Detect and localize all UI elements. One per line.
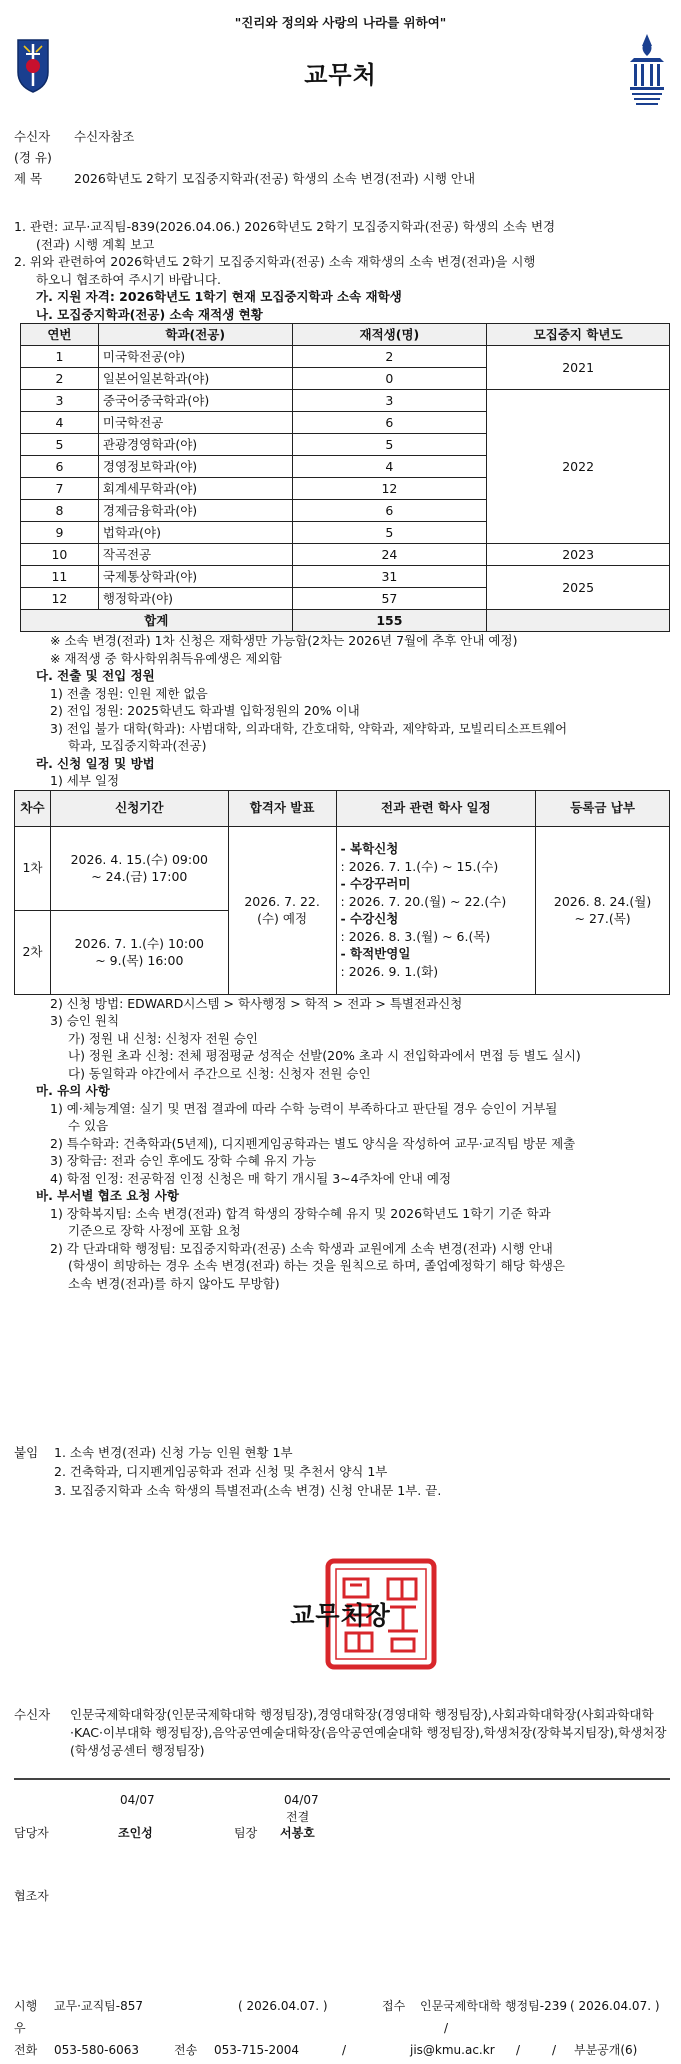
recipient-value: 수신자참조 [74,129,135,144]
row-count: 4 [292,456,487,478]
email-value[interactable]: jis@kmu.ac.kr [410,2043,495,2057]
subject-row [14,168,664,189]
recipient-label: 수신자 [14,129,51,144]
round-2: 2차 [15,910,51,994]
row-dept: 회계세무학과(야) [98,478,292,500]
section-ra-title: 라. 신청 일정 및 방법 [36,755,155,771]
row-count: 5 [292,522,487,544]
signatory-title: 교무처장 [290,1601,391,1630]
row-dept: 작곡전공 [98,544,292,566]
decision-date: 04/07 [284,1793,319,1807]
section-ma-item-1-cont: 수 있음 [68,1118,109,1133]
enforce-label: 시행 [14,1999,38,2013]
fax-label: 전송 [174,2043,198,2057]
recipients-list: 인문국제학대학장(인문국제학대학 행정팀장),경영대학장(경영대학 행정팀장),사회과학대학장(사회과학대학·KAC·이부대학 행정팀장),음악공연예술대학장(음악공연예술대학 행정팀장),학생처장(장학복지팀장),학생처장(학생성공센터 행정팀장) [70,1707,667,1758]
row-count: 2 [292,346,487,368]
principle-da: 다) 동일학과 야간에서 주간으로 신청: 신청자 전원 승인 [68,1065,371,1081]
section-ma-title: 마. 유의 사항 [36,1083,110,1098]
footer-contact-row [14,2039,674,2061]
round-1-period [50,826,228,910]
attachment-item: 2. 건축학과, 디지펜게임공학과 전과 신청 및 추천서 양식 1부 [54,1464,388,1479]
separator-slash: / [552,2043,557,2057]
row-count: 12 [292,478,487,500]
section-ba-item-2-cont2: 소속 변경(전과)를 하지 않아도 무방함) [68,1275,280,1291]
schedule-item-date: : 2026. 8. 3.(월) ~ 6.(목) [340,928,491,944]
paragraph-2-cont: 하오니 협조하여 주시기 바랍니다. [36,271,221,287]
table-row [21,544,670,566]
paragraph-1: 1. 관련: 교무·교직팀-839(2026.04.06.) 2026학년도 2학기 모집중지학과(전공) 학생의 소속 변경 [14,219,556,234]
section-ma-item-1: 1) 예·체능계열: 실기 및 면접 결과에 따라 수학 능력이 부족하다고 판단될 경우 승인이 거부될 [50,1100,558,1116]
enforce-value: 교무·교직팀-857 [54,1999,144,2013]
recipients-block [14,1706,670,1760]
postal-label: 우 [14,2021,26,2035]
section-da-item-3: 3) 전입 불가 대학(학과): 사범대학, 의과대학, 간호대학, 약학과, 제약학과, 모빌리티소프트웨어 [50,720,568,736]
tuition-end: ~ 27.(목) [574,911,631,926]
drafter-date: 04/07 [120,1793,155,1807]
row-year: 2022 [487,390,670,544]
attachment-3 [14,1481,664,1500]
row-no: 8 [21,500,99,522]
row-dept: 법학과(야) [98,522,292,544]
attachments [14,1443,664,1500]
row-no: 1 [21,346,99,368]
subject-label: 제 목 [14,171,43,186]
schedule-item-title: - 수강꾸러미 [340,876,411,891]
announce-date-b: (수) 예정 [257,911,308,926]
receive-value: 인문국제학대학 행정팀-239 [420,1999,567,2013]
row-count: 0 [292,368,487,390]
note-2: ※ 재적생 중 학사학위취득유예생은 제외함 [50,650,282,666]
section-da-item-2: 2) 전입 정원: 2025학년도 학과별 입학정원의 20% 이내 [50,703,360,718]
attachment-1 [14,1443,664,1462]
col-schedule: 전과 관련 학사 일정 [336,790,536,826]
row-dept: 경제금융학과(야) [98,500,292,522]
disclosure-value: 부분공개(6) [574,2043,638,2057]
document-body [14,218,670,1292]
row-count: 5 [292,434,487,456]
row-no: 2 [21,368,99,390]
document-footer [14,1995,674,2061]
col-announce: 합격자 발표 [228,790,336,826]
row-dept: 미국학전공(야) [98,346,292,368]
total-row [21,610,670,632]
enrollment-table [20,323,670,632]
row-dept: 행정학과(야) [98,588,292,610]
footer-postal-row [14,2017,674,2039]
schedule-item-date: : 2026. 7. 20.(월) ~ 22.(수) [340,893,507,909]
receive-label: 접수 [382,1999,406,2013]
period-start: 2026. 4. 15.(수) 09:00 [70,851,208,867]
note-1: ※ 소속 변경(전과) 1차 신청은 재학생만 가능함(2차는 2026년 7월에 추후 안내 예정) [50,633,518,648]
row-no: 4 [21,412,99,434]
schedule-item-title: - 복학신청 [340,841,399,856]
principle-na: 나) 정원 초과 신청: 전체 평점평균 성적순 선발(20% 초과 시 전입학과에서 면접 등 별도 실시) [68,1048,581,1063]
fax-value: 053-715-2004 [214,2043,300,2057]
period-end: ~ 9.(목) 16:00 [95,953,184,968]
attachment-item: 3. 모집중지학과 소속 학생의 특별전과(소속 변경) 신청 안내문 1부. 끝. [54,1483,442,1498]
row-no: 6 [21,456,99,478]
total-empty [487,610,670,632]
row-count: 57 [292,588,487,610]
row-dept: 중국어중국학과(야) [98,390,292,412]
team-head-label: 팀장 [234,1826,258,1840]
col-period: 신청기간 [50,790,228,826]
row-no: 5 [21,434,99,456]
row-year: 2021 [487,346,670,390]
schedule-item-date: : 2026. 9. 1.(화) [340,963,439,979]
announce-date-a: 2026. 7. 22. [244,893,320,909]
separator-slash: / [444,2021,449,2035]
phone-label: 전화 [14,2043,38,2057]
separator-slash: / [342,2043,347,2057]
via-row [14,147,664,168]
drafter-name: 조인성 [118,1826,153,1840]
total-value: 155 [292,610,487,632]
row-count: 6 [292,412,487,434]
section-ba-item-1: 1) 장학복지팀: 소속 변경(전과) 합격 학생의 장학수혜 유지 및 2026학년도 1학기 기준 학과 [50,1205,551,1221]
attachment-2 [14,1462,664,1481]
section-ba-item-2-cont: (학생이 희망하는 경우 소속 변경(전과) 하는 것을 원칙으로 하며, 졸업예정학기 해당 학생은 [68,1258,566,1273]
motto: "진리와 정의와 사랑의 나라를 위하여" [234,15,447,30]
section-ra-method: 2) 신청 방법: EDWARD시스템 > 학사행정 > 학적 > 전과 > 특별전과신청 [50,995,463,1011]
decision-name: 서봉호 [280,1826,315,1840]
schedule-table [14,790,670,995]
row-no: 3 [21,390,99,412]
attachment-item: 1. 소속 변경(전과) 신청 가능 인원 현황 1부 [54,1445,293,1460]
row-count: 3 [292,390,487,412]
paragraph-1-cont: (전과) 시행 계획 보고 [36,236,155,252]
total-label: 합계 [21,610,293,632]
period-start: 2026. 7. 1.(수) 10:00 [74,935,205,951]
section-ra-sub-1: 1) 세부 일정 [50,773,120,788]
section-na: 나. 모집중지학과(전공) 소속 재적생 현황 [36,306,263,322]
issuing-office-title: 교무처 [304,61,377,89]
row-dept: 미국학전공 [98,412,292,434]
section-ra-principle: 3) 승인 원칙 [50,1013,120,1028]
period-end: ~ 24.(금) 17:00 [91,869,188,884]
row-no: 11 [21,566,99,588]
attachment-label: 붙임 [14,1445,39,1460]
col-year: 모집중지 학년도 [487,324,670,346]
table-row [21,346,670,368]
row-no: 12 [21,588,99,610]
col-tuition: 등록금 납부 [536,790,670,826]
col-count: 재적생(명) [292,324,487,346]
recipient-row [14,126,664,147]
academic-schedule [336,826,536,994]
subject-value: 2026학년도 2학기 모집중지학과(전공) 학생의 소속 변경(전과) 시행 안내 [74,171,476,186]
section-da-title: 다. 전출 및 전입 정원 [36,668,155,683]
schedule-item-date: : 2026. 7. 1.(수) ~ 15.(수) [340,858,499,874]
round-2-period [50,910,228,994]
row-no: 10 [21,544,99,566]
paragraph-2: 2. 위와 관련하여 2026학년도 2학기 모집중지학과(전공) 소속 재학생의 소속 변경(전과)을 시행 [14,254,536,269]
principle-ga: 가) 정원 내 신청: 신청자 전원 승인 [68,1030,258,1046]
row-dept: 관광경영학과(야) [98,434,292,456]
section-da-item-3-cont: 학과, 모집중지학과(전공) [68,738,207,753]
section-ba-title: 바. 부서별 협조 요청 사항 [36,1188,179,1203]
round-1: 1차 [15,826,51,910]
section-ma-item-2: 2) 특수학과: 건축학과(5년제), 디지펜게임공학과는 별도 양식을 작성하여 교무·교직팀 방문 제출 [50,1135,576,1151]
recipients-label: 수신자 [14,1707,51,1722]
row-year: 2025 [487,566,670,610]
row-count: 24 [292,544,487,566]
footer-enforce-row [14,1995,674,2017]
table-row [15,826,670,910]
cooperator-label: 협조자 [14,1889,49,1903]
col-dept: 학과(전공) [98,324,292,346]
row-dept: 일본어일본학과(야) [98,368,292,390]
section-ma-item-3: 3) 장학금: 전과 승인 후에도 장학 수혜 유지 가능 [50,1153,317,1168]
col-no: 연번 [21,324,99,346]
row-count: 6 [292,500,487,522]
enforce-date: ( 2026.04.07. ) [238,1999,328,2013]
announce-date [228,826,336,994]
tuition-period [536,826,670,994]
phone-value: 053-580-6063 [54,2043,140,2057]
row-dept: 경영정보학과(야) [98,456,292,478]
schedule-item-title: - 학적반영일 [340,946,411,961]
table-row [21,390,670,412]
row-count: 31 [292,566,487,588]
row-year: 2023 [487,544,670,566]
receive-date: ( 2026.04.07. ) [570,1999,660,2013]
row-dept: 국제통상학과(야) [98,566,292,588]
document-header [14,126,664,189]
decision-label: 전결 [286,1810,310,1824]
via-label: (경 유) [14,150,52,165]
row-no: 7 [21,478,99,500]
schedule-item-title: - 수강신청 [340,911,399,926]
col-round: 차수 [15,790,51,826]
row-no: 9 [21,522,99,544]
drafter-label: 담당자 [14,1826,49,1840]
section-ba-item-2: 2) 각 단과대학 행정팀: 모집중지학과(전공) 소속 학생과 교원에게 소속 변경(전과) 시행 안내 [50,1240,553,1256]
tuition-start: 2026. 8. 24.(월) [553,893,652,909]
section-ba-item-1-cont: 기준으로 장학 사정에 포함 요청 [68,1223,241,1238]
divider [14,1778,670,1780]
table-row [21,566,670,588]
separator-slash: / [516,2043,521,2057]
section-ma-item-4: 4) 학점 인정: 전공학점 인정 신청은 매 학기 개시될 3~4주차에 안내 예정 [50,1170,452,1186]
section-ga: 가. 지원 자격: 2026학년도 1학기 현재 모집중지학과 소속 재학생 [36,289,402,304]
section-da-item-1: 1) 전출 정원: 인원 제한 없음 [50,685,208,701]
